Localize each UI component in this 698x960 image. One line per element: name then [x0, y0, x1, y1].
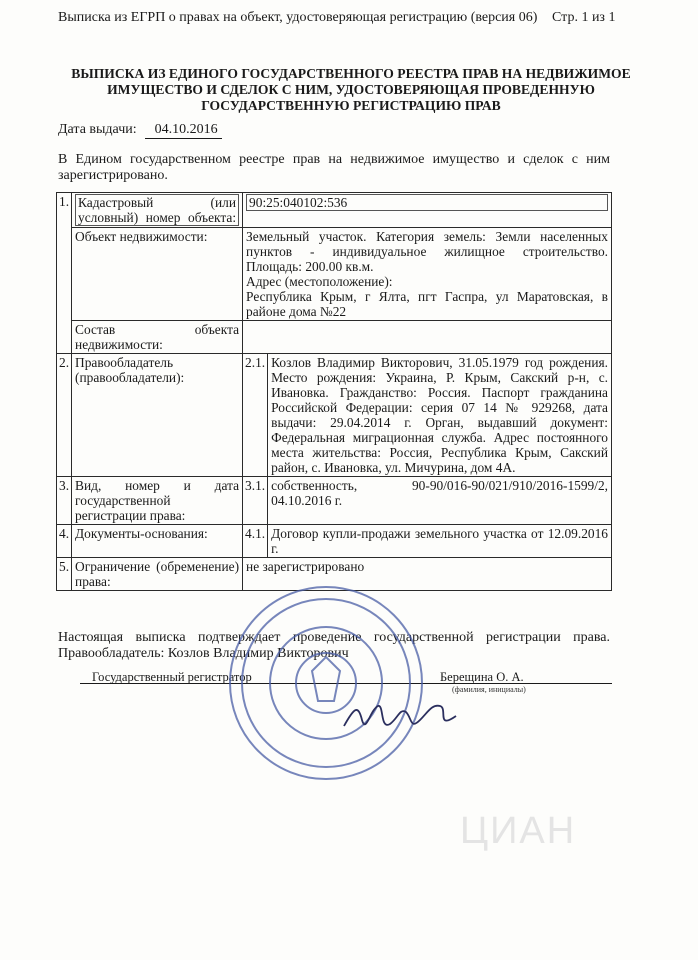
- row-number: 4.: [57, 525, 72, 558]
- row-number: 2.: [57, 354, 72, 477]
- issue-date-label: Дата выдачи:: [58, 122, 137, 137]
- footer-text: Настоящая выписка подтверждает проведение государственной регистрации права. Правообладатель: Козлов Владимир Викторович: [58, 630, 610, 661]
- watermark-logo-icon: ЦИАН: [460, 810, 577, 852]
- address-value: Республика Крым, г Ялта, пгт Гаспра, ул Маратовская, в районе дома №22: [246, 289, 608, 319]
- table-row: [57, 558, 612, 591]
- registrar-hint: (фамилия, инициалы): [452, 685, 526, 694]
- registration-sub-number: 3.1.: [243, 477, 268, 525]
- table-row: [57, 354, 612, 477]
- object-value: Земельный участок. Категория земель: Земли населенных пунктов - индивидуальное жилищное строительство. Площадь: 200.00 кв.м.: [246, 229, 608, 274]
- documents-label: Документы-основания:: [72, 525, 243, 558]
- object-value-cell: [243, 228, 612, 321]
- restriction-value: не зарегистрировано: [243, 558, 612, 591]
- owner-label: Правообладатель (правообладатели):: [72, 354, 243, 477]
- page-header-left: Выписка из ЕГРП о правах на объект, удостоверяющая регистрацию (версия 06): [58, 10, 538, 25]
- registration-label: Вид, номер и дата государственной регистрации права:: [72, 477, 243, 525]
- registry-table: [56, 192, 612, 591]
- composition-label: Состав объекта недвижимости:: [72, 321, 243, 354]
- signature-line: [80, 683, 612, 684]
- signature-icon: [340, 690, 460, 740]
- documents-value: Договор купли-продажи земельного участка от 12.09.2016 г.: [268, 525, 612, 558]
- document-title: ВЫПИСКА ИЗ ЕДИНОГО ГОСУДАРСТВЕННОГО РЕЕСТРА ПРАВ НА НЕДВИЖИМОЕ ИМУЩЕСТВО И СДЕЛОК С НИМ, УДОСТОВЕРЯЮЩАЯ ПРОВЕДЕННУЮ ГОСУДАРСТВЕННУЮ РЕГИСТРАЦИЮ ПРАВ: [71, 66, 631, 113]
- object-label: Объект недвижимости:: [72, 228, 243, 321]
- row-number: 1.: [57, 193, 72, 354]
- registrar-label: Государственный регистратор: [92, 670, 252, 684]
- documents-sub-number: 4.1.: [243, 525, 268, 558]
- table-row: [57, 228, 612, 321]
- row-number: 5.: [57, 558, 72, 591]
- registrar-name: Берещина О. А.: [440, 670, 524, 684]
- registration-value: собственность, 90-90/016-90/021/910/2016-1599/2, 04.10.2016 г.: [268, 477, 612, 525]
- page-header-page-number: Стр. 1 из 1: [552, 10, 616, 25]
- owner-sub-number: 2.1.: [243, 354, 268, 477]
- address-label: Адрес (местоположение):: [246, 274, 393, 289]
- intro-text: В Едином государственном реестре прав на недвижимое имущество и сделок с ним зарегистрировано.: [58, 152, 610, 183]
- table-row: [57, 193, 612, 228]
- table-row: [57, 525, 612, 558]
- issue-date: [58, 122, 222, 139]
- issue-date-value: 04.10.2016: [145, 122, 222, 139]
- restriction-label: Ограничение (обременение) права:: [72, 558, 243, 591]
- cadastral-label: Кадастровый (или условный) номер объекта:: [72, 193, 243, 228]
- table-row: [57, 477, 612, 525]
- composition-value: [243, 321, 612, 354]
- row-number: 3.: [57, 477, 72, 525]
- table-row: [57, 321, 612, 354]
- cadastral-value: 90:25:040102:536: [243, 193, 612, 228]
- owner-value: Козлов Владимир Викторович, 31.05.1979 год рождения. Место рождения: Украина, Р. Крым, Сакский р-н, с. Ивановка. Гражданство: Россия. Паспорт гражданина Российской Федерации: серия 07 14 № 929268, дата выдачи: 29.04.2014 г. Орган, выдавший документ: Федеральная миграционная служба. Адрес постоянного места жительства: Россия, Республика Крым, Сакский район, с. Ивановка, ул. Мичурина, дом 4А.: [268, 354, 612, 477]
